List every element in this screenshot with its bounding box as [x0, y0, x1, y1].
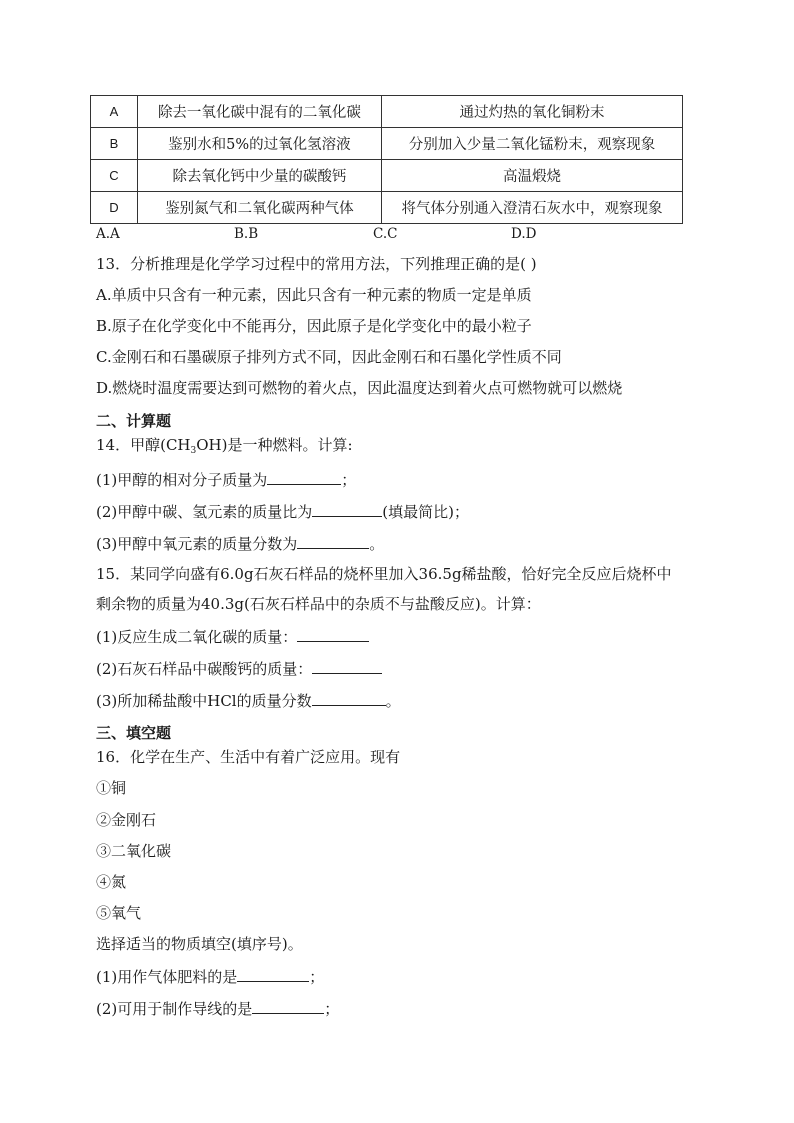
- row-operation: 鉴别水和5%的过氧化氢溶液: [137, 128, 381, 160]
- q13-option-b: B.原子在化学变化中不能再分，因此原子是化学变化中的最小粒子: [96, 317, 532, 335]
- q16-part1: (1)用作气体肥料的是 ；: [96, 968, 325, 986]
- choice-a: A.A: [96, 226, 120, 242]
- row-method: 分别加入少量二氧化锰粉末，观察现象: [382, 128, 683, 160]
- row-method: 将气体分别通入澄清石灰水中，观察现象: [382, 192, 683, 224]
- q14-part3: (3)甲醇中氧元素的质量分数为 。: [96, 535, 385, 553]
- q15-stem-line2: 剩余物的质量为40.3g(石灰石样品中的杂质不与盐酸反应)。计算：: [96, 595, 541, 613]
- row-label: C: [91, 160, 138, 192]
- q15-part3: (3)所加稀盐酸中HCl的质量分数 。: [96, 692, 401, 710]
- row-method: 高温煅烧: [382, 160, 683, 192]
- q16-instruction: 选择适当的物质填空(填序号)。: [96, 935, 303, 953]
- answer-blank[interactable]: [312, 658, 382, 674]
- section-heading-fill-in: 三、填空题: [96, 724, 172, 742]
- q14-stem-post: )是一种燃料。计算:: [221, 436, 353, 454]
- q14-part1: (1)甲醇的相对分子质量为 ；: [96, 471, 357, 489]
- section-heading-calculation: 二、计算题: [96, 412, 172, 430]
- choice-b: B.B: [234, 226, 259, 242]
- q13-option-c: C.金刚石和石墨碳原子排列方式不同，因此金刚石和石墨化学性质不同: [96, 348, 562, 366]
- q13-stem: 13．分析推理是化学学习过程中的常用方法，下列推理正确的是( ): [96, 255, 537, 273]
- q16-item-1: ①铜: [96, 779, 127, 797]
- options-table: [90, 95, 683, 224]
- choice-c: C.C: [373, 226, 398, 242]
- row-operation: 除去氧化钙中少量的碳酸钙: [137, 160, 381, 192]
- answer-blank[interactable]: [312, 501, 382, 517]
- answer-blank[interactable]: [297, 533, 369, 549]
- q14-stem-pre: 14．甲醇(: [96, 436, 166, 454]
- row-operation: 鉴别氮气和二氧化碳两种气体: [137, 192, 381, 224]
- row-label: A: [91, 96, 138, 128]
- methanol-formula: $CH_3OH$: [165, 436, 222, 456]
- table-row: [91, 128, 683, 160]
- answer-blank[interactable]: [252, 998, 324, 1014]
- q16-item-2: ②金刚石: [96, 811, 157, 829]
- q16-item-4: ④氮: [96, 873, 127, 891]
- answer-blank[interactable]: [297, 626, 369, 642]
- answer-blank[interactable]: [237, 966, 309, 982]
- q16-stem: 16．化学在生产、生活中有着广泛应用。现有: [96, 748, 401, 766]
- q16-part2: (2)可用于制作导线的是 ；: [96, 1000, 340, 1018]
- row-label: B: [91, 128, 138, 160]
- answer-blank[interactable]: [312, 690, 386, 706]
- row-label: D: [91, 192, 138, 224]
- q15-stem-line1: 15．某同学向盛有6.0g石灰石样品的烧杯里加入36.5g稀盐酸，恰好完全反应后烧杯中: [96, 565, 672, 583]
- q15-part1: (1)反应生成二氧化碳的质量：: [96, 626, 369, 647]
- q13-option-a: A.单质中只含有一种元素，因此只含有一种元素的物质一定是单质: [96, 286, 532, 304]
- choice-d: D.D: [511, 226, 537, 242]
- q13-option-d: D.燃烧时温度需要达到可燃物的着火点，因此温度达到着火点可燃物就可以燃烧: [96, 379, 623, 397]
- q16-item-3: ③二氧化碳: [96, 842, 172, 860]
- q14-stem: [96, 435, 353, 461]
- q15-part2: (2)石灰石样品中碳酸钙的质量：: [96, 658, 382, 679]
- table-row: [91, 96, 683, 128]
- row-method: 通过灼热的氧化铜粉末: [382, 96, 683, 128]
- table-row: [91, 192, 683, 224]
- row-operation: 除去一氧化碳中混有的二氧化碳: [137, 96, 381, 128]
- table-row: [91, 160, 683, 192]
- answer-blank[interactable]: [267, 469, 341, 485]
- q14-part2: (2)甲醇中碳、氢元素的质量比为 (填最简比)；: [96, 503, 469, 521]
- answer-choices: [96, 226, 696, 244]
- q16-item-5: ⑤氧气: [96, 904, 142, 922]
